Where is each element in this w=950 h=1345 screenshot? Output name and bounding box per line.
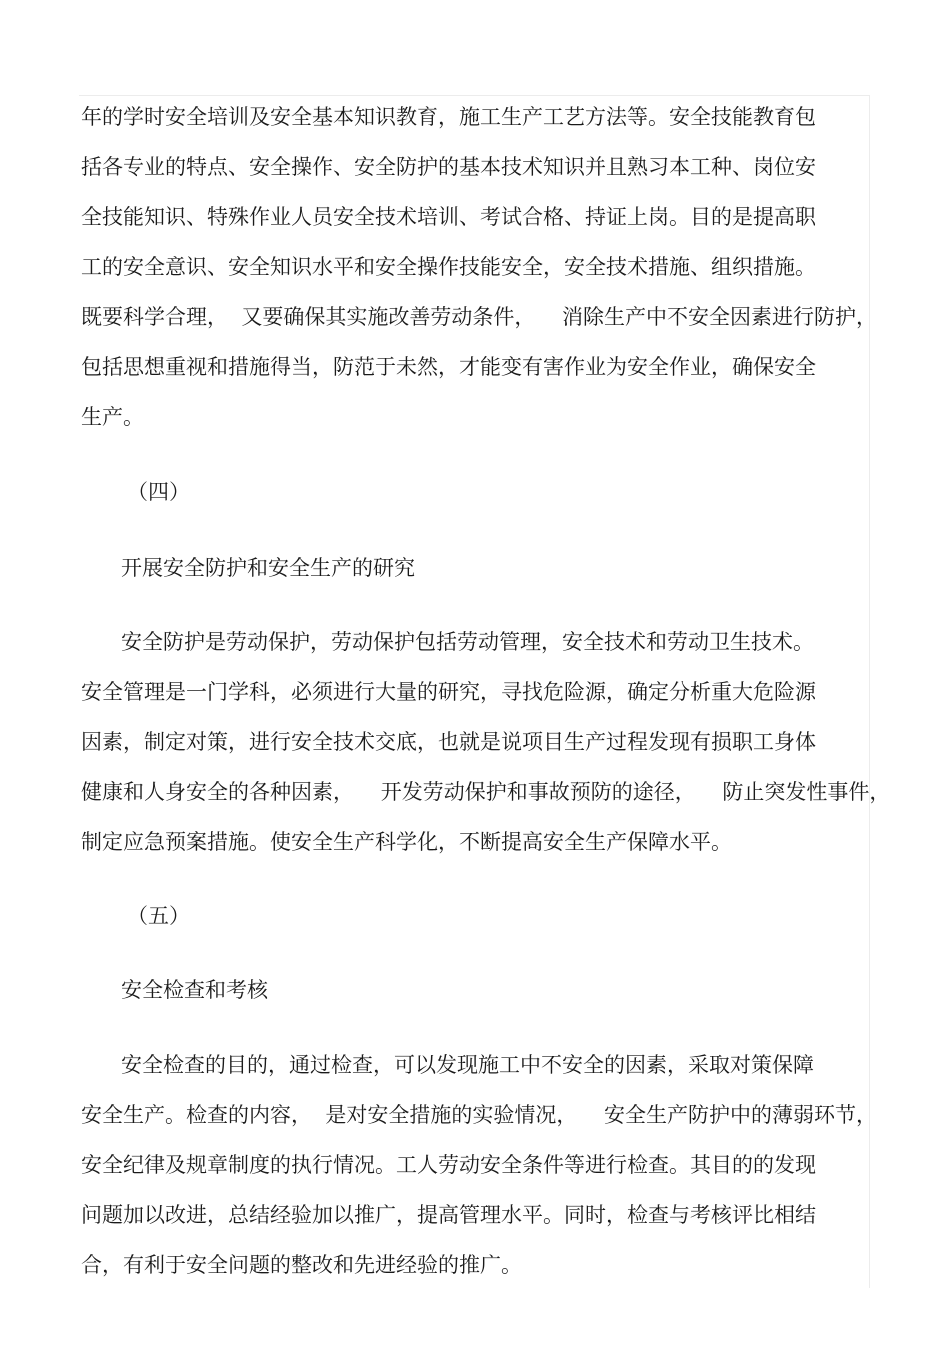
paragraph-2-line-5: 制定应急预案措施。使安全生产科学化，不断提高安全生产保障水平。 <box>81 830 732 854</box>
paragraph-3-line-5: 合，有利于安全问题的整改和先进经验的推广。 <box>81 1253 522 1277</box>
paragraph-1-line-3: 全技能知识、特殊作业人员安全技术培训、考试合格、持证上岗。目的是提高职 <box>81 205 816 229</box>
paragraph-3-line-1: 安全检查的目的，通过检查，可以发现施工中不安全的因素，采取对策保障 <box>121 1053 814 1077</box>
paragraph-2-line-1: 安全防护是劳动保护，劳动保护包括劳动管理，安全技术和劳动卫生技术。 <box>121 630 814 654</box>
section-5-number: （五） <box>127 904 190 928</box>
paragraph-2-line-3: 因素，制定对策，进行安全技术交底，也就是说项目生产过程发现有损职工身体 <box>81 730 816 754</box>
section-5-title: 安全检查和考核 <box>121 978 268 1002</box>
paragraph-1-line-4: 工的安全意识、安全知识水平和安全操作技能安全，安全技术措施、组织措施。 <box>81 255 816 279</box>
paragraph-1-line-1: 年的学时安全培训及安全基本知识教育，施工生产工艺方法等。安全技能教育包 <box>81 105 816 129</box>
section-4-number: （四） <box>127 480 190 504</box>
paragraph-3-line-4: 问题加以改进，总结经验加以推广，提高管理水平。同时，检查与考核评比相结 <box>81 1203 816 1227</box>
paragraph-1-line-6: 包括思想重视和措施得当，防范于未然，才能变有害作业为安全作业，确保安全 <box>81 355 816 379</box>
paragraph-3-line-2: 安全生产。检查的内容， 是对安全措施的实验情况， 安全生产防护中的薄弱环节， <box>81 1103 878 1127</box>
paragraph-1-line-7: 生产。 <box>81 405 144 429</box>
paragraph-2-line-4: 健康和人身安全的各种因素， 开发劳动保护和事故预防的途径， 防止突发性事件， <box>81 780 891 804</box>
paragraph-1-line-2: 括各专业的特点、安全操作、安全防护的基本技术知识并且熟习本工种、岗位安 <box>81 155 816 179</box>
paragraph-3-line-3: 安全纪律及规章制度的执行情况。工人劳动安全条件等进行检查。其目的的发现 <box>81 1153 816 1177</box>
paragraph-2-line-2: 安全管理是一门学科，必须进行大量的研究，寻找危险源，确定分析重大危险源 <box>81 680 816 704</box>
section-4-title: 开展安全防护和安全生产的研究 <box>121 556 415 580</box>
paragraph-1-line-5: 既要科学合理， 又要确保其实施改善劳动条件， 消除生产中不安全因素进行防护， <box>81 305 878 329</box>
